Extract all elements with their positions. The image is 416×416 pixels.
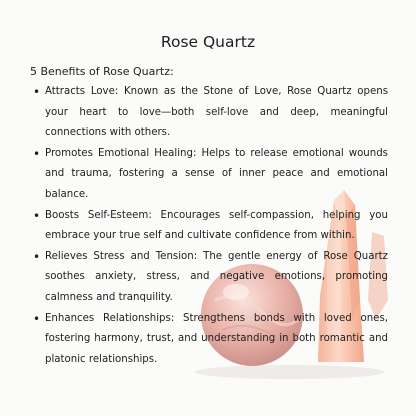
benefit-relationships: • Enhances Relationships: Strengthens bonds with loved ones, fostering harmony, trust, and understanding in both romantic and platonic relationships. — [31, 309, 388, 371]
benefit-self-esteem: • Boosts Self-Esteem: Encourages self-compassion, helping you embrace your true self and cultivate confidence from within. — [31, 206, 388, 247]
benefit-attracts-love: • Attracts Love: Known as the Stone of Love, Rose Quartz opens your heart to love—both self-love and deep, meaningful connections with others. — [31, 82, 388, 144]
benefit-emotional-healing: • Promotes Emotional Healing: Helps to release emotional wounds and trauma, fostering a sense of inner peace and emotional balance. — [31, 144, 388, 206]
page-title: Rose Quartz — [160, 33, 256, 51]
benefit-stress-relief: • Relieves Stress and Tension: The gentle energy of Rose Quartz soothes anxiety, stress, and negative emotions, promoting calmness and tranquility. — [31, 247, 388, 309]
benefits-list — [31, 82, 388, 370]
benefits-intro: 5 Benefits of Rose Quartz: — [30, 65, 174, 78]
